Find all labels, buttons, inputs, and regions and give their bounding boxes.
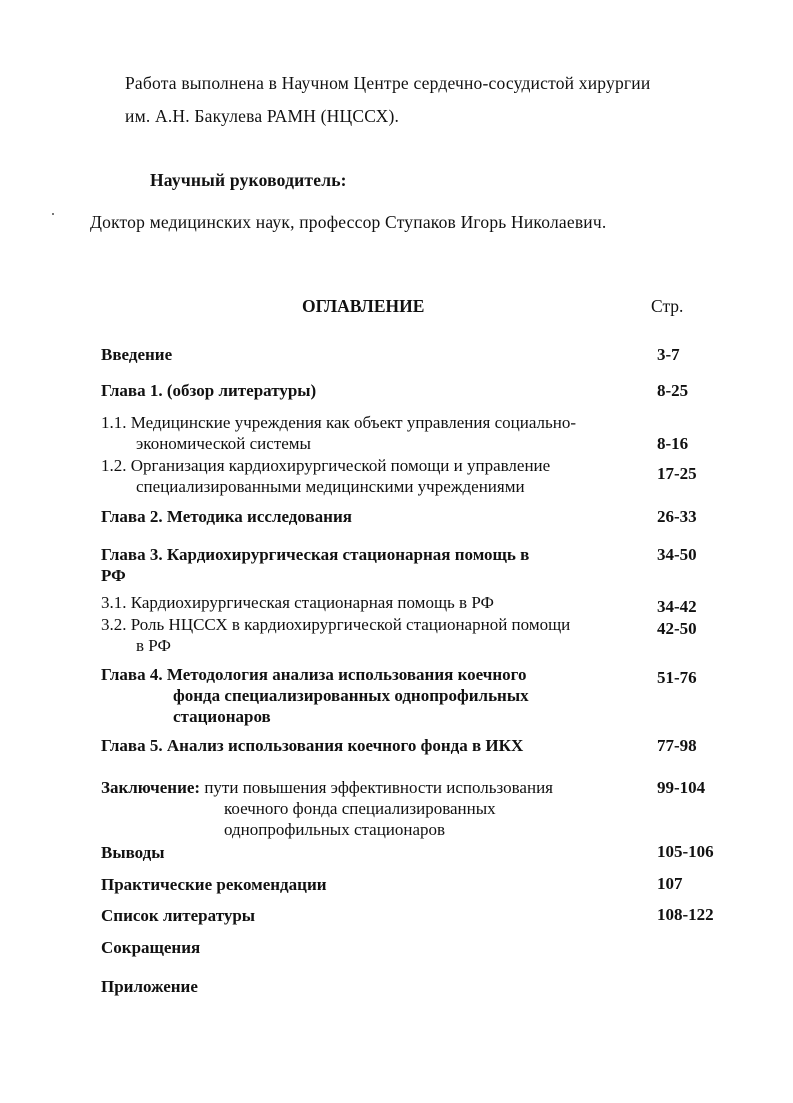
toc-entry-findings-pages: 105-106 — [657, 842, 714, 861]
toc-entry-chapter-5: Глава 5. Анализ использования коечного фонда в ИКХ — [101, 736, 524, 755]
toc-entry-abbreviations: Сокращения — [101, 938, 201, 957]
toc-entry-chapter-4-pages: 51-76 — [657, 668, 697, 687]
toc-entry-chapter-3: Глава 3. Кардиохирургическая стационарная помощь в — [101, 545, 530, 564]
toc-entry-chapter-2: Глава 2. Методика исследования — [101, 507, 352, 526]
toc-entry-1-1-cont: экономической системы — [136, 434, 311, 453]
toc-entry-recommendations: Практические рекомендации — [101, 875, 327, 894]
toc-entry-bibliography-pages: 108-122 — [657, 905, 714, 924]
supervisor-label: Научный руководитель: — [150, 170, 347, 190]
toc-entry-1-1: 1.1. Медицинские учреждения как объект управления социально- — [101, 413, 577, 432]
toc-entry-3-1-pages: 34-42 — [657, 597, 697, 616]
toc-entry-1-2-pages: 17-25 — [657, 464, 697, 483]
supervisor-name: Доктор медицинских наук, профессор Ступаков Игорь Николаевич. — [90, 212, 607, 232]
intro-line-1: Работа выполнена в Научном Центре сердечно-сосудистой хирургии — [125, 73, 651, 93]
toc-entry-3-2: 3.2. Роль НЦССХ в кардиохирургической стационарной помощи — [101, 615, 571, 634]
toc-entry-chapter-3-cont: РФ — [101, 566, 126, 585]
toc-entry-appendix: Приложение — [101, 977, 198, 996]
toc-entry-recommendations-pages: 107 — [657, 874, 683, 893]
scan-speck — [52, 213, 54, 215]
toc-entry-chapter-4-cont-2: стационаров — [173, 707, 271, 726]
toc-entry-3-2-pages: 42-50 — [657, 619, 697, 638]
toc-page-header: Стр. — [651, 296, 684, 316]
toc-entry-chapter-2-pages: 26-33 — [657, 507, 697, 526]
toc-entry-conclusion — [101, 777, 553, 798]
toc-entry-1-1-pages: 8-16 — [657, 434, 689, 453]
intro-line-2: им. А.Н. Бакулева РАМН (НЦССХ). — [125, 106, 400, 126]
toc-entry-chapter-5-pages: 77-98 — [657, 736, 697, 755]
toc-entry-bibliography: Список литературы — [101, 906, 256, 925]
toc-entry-3-1: 3.1. Кардиохирургическая стационарная помощь в РФ — [101, 593, 494, 612]
toc-entry-chapter-1: Глава 1. (обзор литературы) — [101, 381, 317, 400]
toc-entry-3-2-cont: в РФ — [136, 636, 171, 655]
toc-entry-1-2-cont: специализированными медицинскими учреждениями — [136, 477, 525, 496]
toc-entry-chapter-4: Глава 4. Методология анализа использования коечного — [101, 665, 527, 684]
toc-title: ОГЛАВЛЕНИЕ — [302, 296, 425, 316]
toc-entry-chapter-3-pages: 34-50 — [657, 545, 697, 564]
toc-entry-1-2: 1.2. Организация кардиохирургической помощи и управление — [101, 456, 551, 475]
toc-entry-conclusion-cont-2: однопрофильных стационаров — [224, 820, 446, 839]
toc-entry-conclusion-label: Заключение: — [101, 778, 201, 797]
toc-entry-intro: Введение — [101, 345, 173, 364]
toc-entry-chapter-1-pages: 8-25 — [657, 381, 689, 400]
toc-entry-conclusion-text: пути повышения эффективности использования — [200, 778, 553, 797]
toc-entry-findings: Выводы — [101, 843, 165, 862]
toc-entry-conclusion-pages: 99-104 — [657, 778, 706, 797]
toc-entry-conclusion-cont-1: коечного фонда специализированных — [224, 799, 496, 818]
toc-entry-intro-pages: 3-7 — [657, 345, 680, 364]
toc-entry-chapter-4-cont-1: фонда специализированных однопрофильных — [173, 686, 529, 705]
